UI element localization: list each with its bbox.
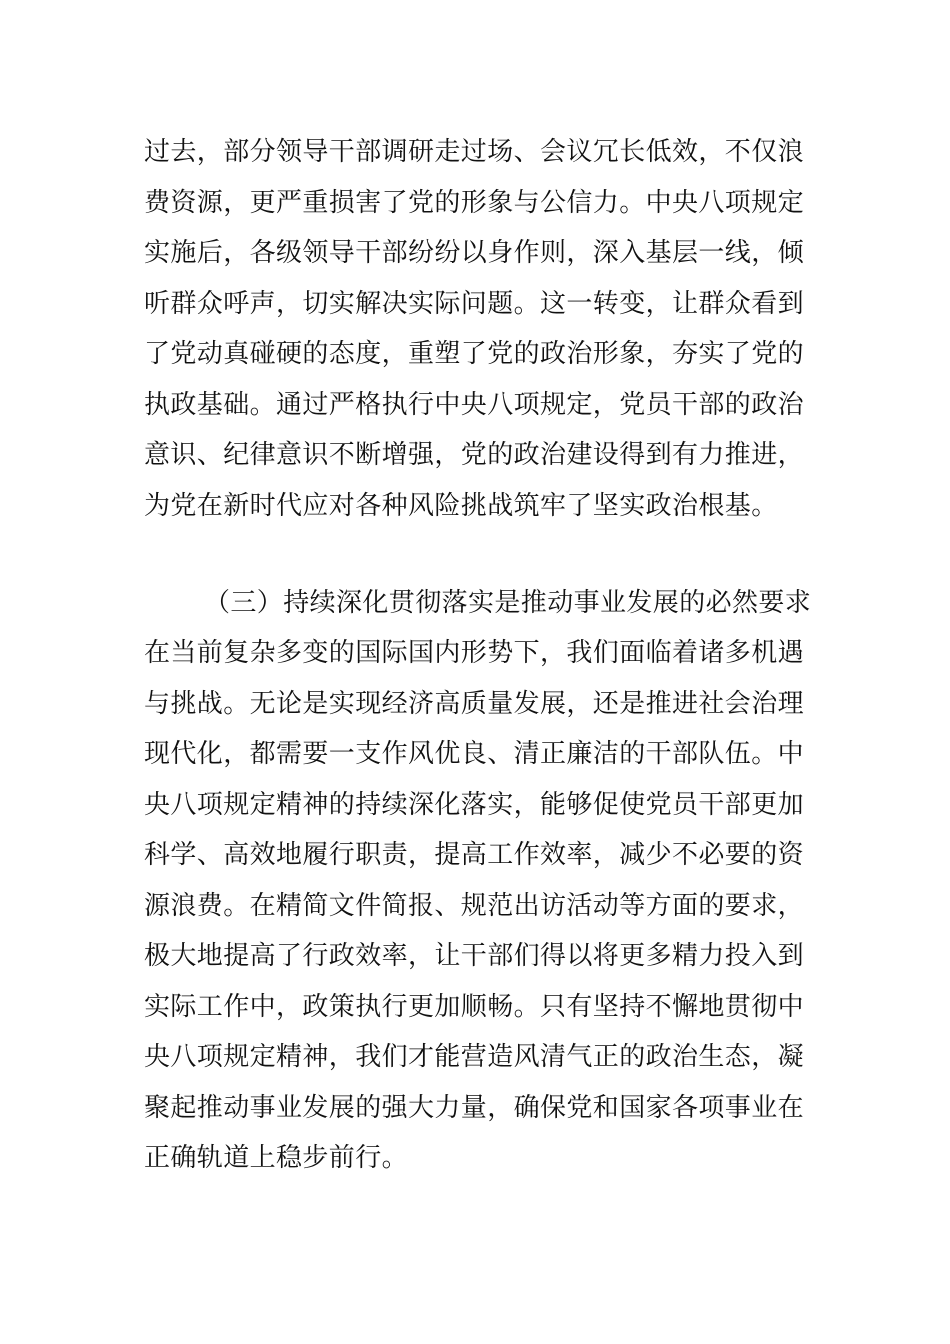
text-line: 正确轨道上稳步前行。 [144,1143,409,1173]
paragraph-2 [144,628,814,1184]
text-line: 源浪费。在精简文件简报、规范出访活动等方面的要求， [144,890,805,921]
text-line: 在当前复杂多变的国际国内形势下，我们面临着诸多机遇 [144,638,805,668]
text-line: 与挑战。无论是实现经济高质量发展，还是推进社会治理 [144,688,805,719]
section-heading-text: （三）持续深化贯彻落实是推动事业发展的必然要求 [204,588,812,618]
text-line: 聚起推动事业发展的强大力量，确保党和国家各项事业在 [144,1092,805,1123]
text-line: 极大地提高了行政效率，让干部们得以将更多精力投入到 [144,941,805,971]
text-line: 实际工作中，政策执行更加顺畅。只有坚持不懈地贯彻中 [144,991,805,1022]
text-line: 央八项规定精神，我们才能营造风清气正的政治生态，凝 [144,1042,805,1072]
text-line: 执政基础。通过严格执行中央八项规定，党员干部的政治 [144,389,805,420]
text-line: 央八项规定精神的持续深化落实，能够促使党员干部更加 [144,789,805,820]
text-line: 现代化，都需要一支作风优良、清正廉洁的干部队伍。中 [144,739,805,769]
text-line: 科学、高效地履行职责，提高工作效率，减少不必要的资 [144,840,805,870]
text-line: 费资源，更严重损害了党的形象与公信力。中央八项规定 [144,187,805,218]
text-line: 意识、纪律意识不断增强，党的政治建设得到有力推进， [144,440,805,470]
paragraph-1 [144,127,814,531]
section-heading [144,578,814,629]
text-line: 过去，部分领导干部调研走过场、会议冗长低效，不仅浪 [144,137,805,167]
text-line: 为党在新时代应对各种风险挑战筑牢了坚实政治根基。 [144,490,778,521]
text-line: 了党动真碰硬的态度，重塑了党的政治形象，夯实了党的 [144,339,805,369]
text-line: 听群众呼声，切实解决实际问题。这一转变，让群众看到 [144,288,805,319]
text-line: 实施后，各级领导干部纷纷以身作则，深入基层一线，倾 [144,238,805,268]
